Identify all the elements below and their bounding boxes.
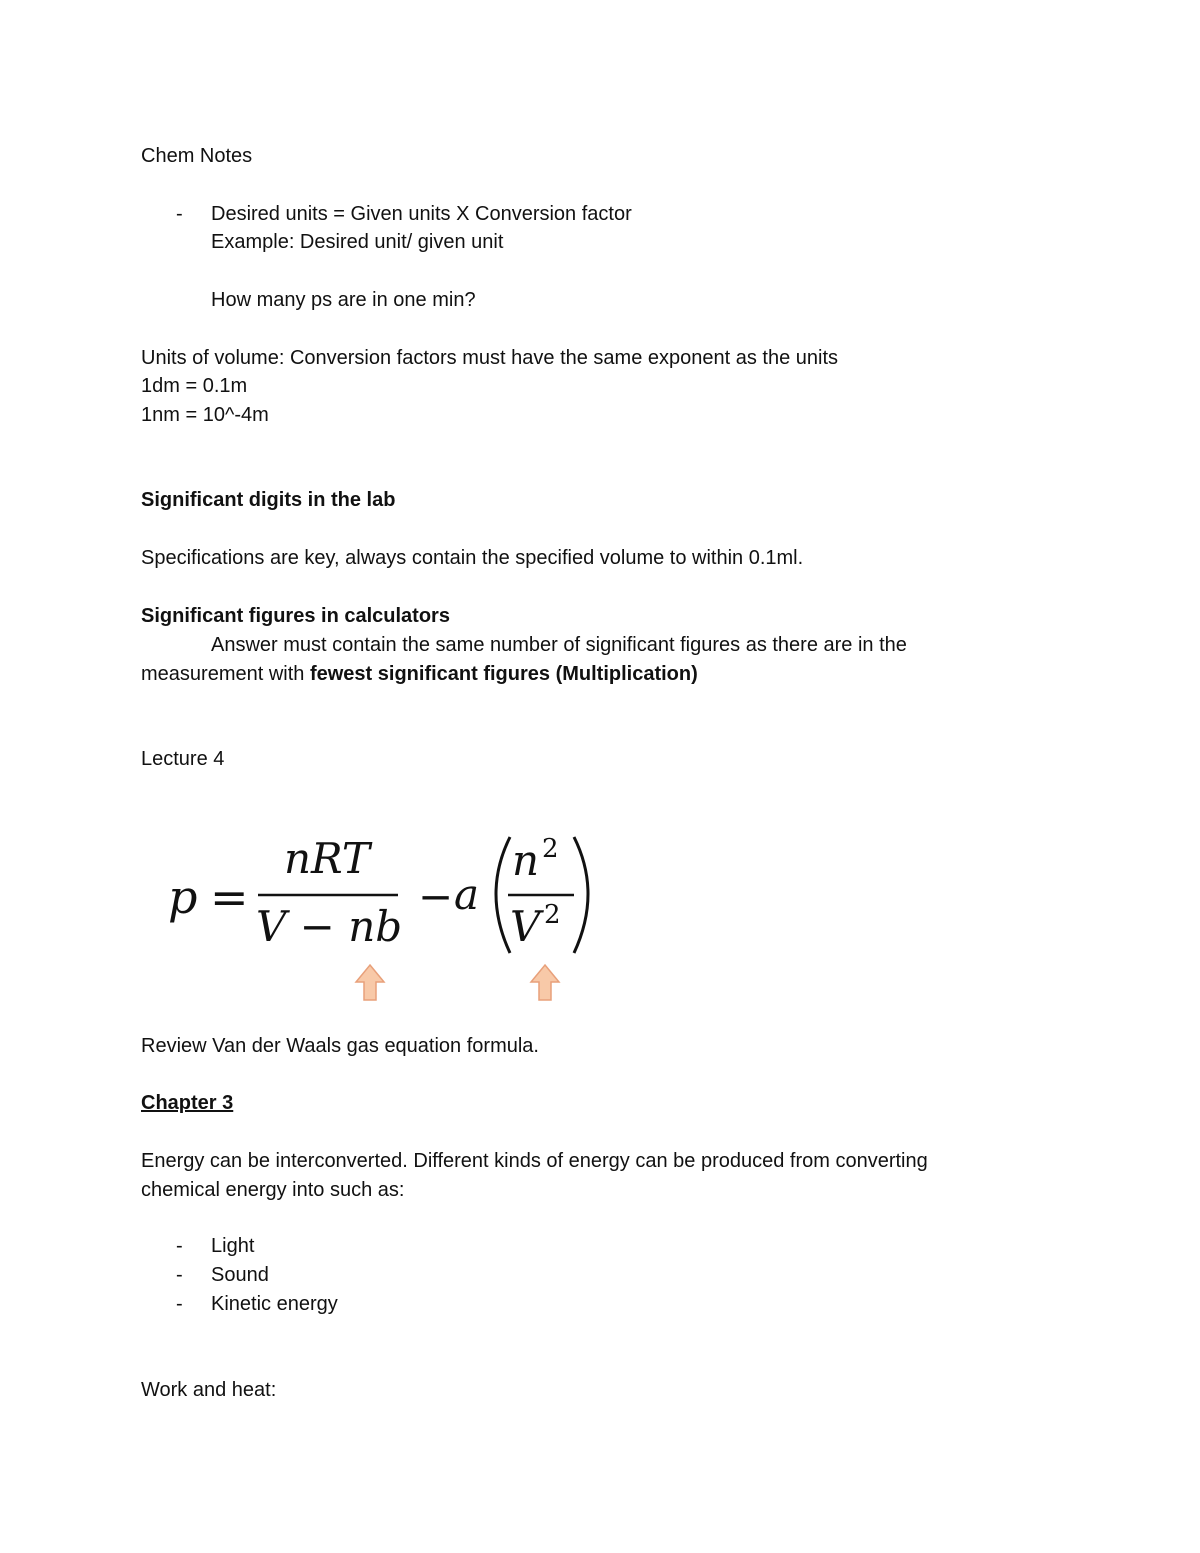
eq-frac2-num: n	[512, 836, 540, 885]
eq-equals: =	[210, 870, 249, 924]
list-bullet: -	[176, 1293, 183, 1315]
volume-line-1: 1dm = 0.1m	[141, 375, 248, 397]
document-title: Chem Notes	[141, 145, 253, 167]
conversion-question: How many ps are in one min?	[211, 289, 476, 311]
eq-exponent-num: 2	[542, 834, 559, 864]
eq-denominator: V − nb	[256, 902, 403, 951]
list-item: Light	[211, 1235, 255, 1257]
eq-frac2-den: V	[510, 902, 541, 951]
sig-figs-plain: measurement with	[141, 663, 310, 685]
eq-coefficient: a	[454, 870, 480, 919]
list-bullet: -	[176, 1235, 183, 1257]
list-item: Kinetic energy	[211, 1293, 338, 1315]
chapter-heading: Chapter 3	[141, 1092, 234, 1114]
energy-line-1: Energy can be interconverted. Different kinds of energy can be produced from converting	[141, 1150, 928, 1172]
volume-line-2: 1nm = 10^-4m	[141, 404, 269, 426]
conversion-formula: Desired units = Given units X Conversion factor	[211, 203, 632, 225]
volume-heading: Units of volume: Conversion factors must have the same exponent as the units	[141, 347, 839, 369]
sig-figs-line-2	[141, 660, 698, 688]
sig-digits-heading: Significant digits in the lab	[141, 489, 396, 511]
eq-left-paren	[496, 837, 510, 953]
up-arrow-icon	[356, 965, 384, 1000]
up-arrow-icon	[531, 965, 559, 1000]
review-text: Review Van der Waals gas equation formula.	[141, 1035, 539, 1057]
eq-exponent-den: 2	[544, 900, 561, 930]
list-bullet: -	[176, 203, 183, 225]
sig-figs-line-1: Answer must contain the same number of significant figures as there are in the	[211, 634, 907, 656]
eq-numerator: nRT	[284, 834, 370, 883]
sig-figs-bold: fewest significant figures (Multiplication)	[309, 663, 698, 685]
list-bullet: -	[176, 1264, 183, 1286]
conversion-example: Example: Desired unit/ given unit	[211, 231, 504, 253]
work-heat-label: Work and heat:	[141, 1379, 277, 1401]
eq-right-paren	[574, 837, 588, 953]
lecture-label: Lecture 4	[141, 748, 225, 770]
van-der-waals-equation	[160, 825, 620, 1015]
list-item: Sound	[211, 1264, 269, 1286]
sig-digits-text: Specifications are key, always contain the specified volume to within 0.1ml.	[141, 547, 804, 569]
energy-line-2: chemical energy into such as:	[141, 1179, 405, 1201]
sig-figs-heading: Significant figures in calculators	[141, 605, 450, 627]
eq-lhs: p	[168, 870, 198, 924]
eq-minus: −	[418, 872, 454, 921]
